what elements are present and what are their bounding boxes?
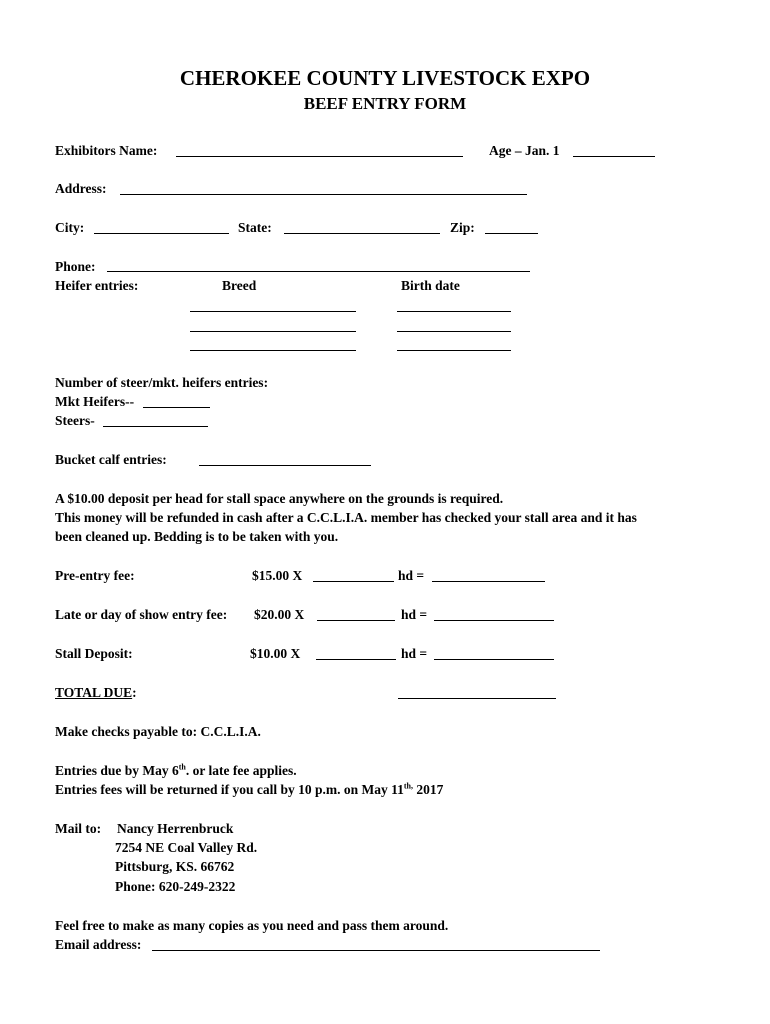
state-label: State:	[238, 220, 272, 235]
deposit-text-line2: This money will be refunded in cash after a C.C.L.I.A. member has checked your stall area and it has	[55, 510, 637, 525]
late-entry-fee-amount: $20.00 X	[254, 607, 305, 622]
stall-deposit-hd-label: hd =	[401, 646, 428, 661]
entries-due-text	[55, 763, 297, 779]
city-field[interactable]	[94, 233, 229, 234]
city-label: City:	[55, 220, 85, 235]
checks-payable-text: Make checks payable to: C.C.L.I.A.	[55, 724, 261, 739]
mkt-heifers-field[interactable]	[143, 407, 210, 408]
mail-name: Nancy Herrenbruck	[117, 821, 234, 836]
mail-street: 7254 NE Coal Valley Rd.	[115, 840, 258, 855]
total-due-text: TOTAL DUE	[55, 685, 133, 700]
refund-deadline-text	[55, 782, 443, 798]
stall-deposit-total-field[interactable]	[434, 659, 554, 660]
email-address-field[interactable]	[152, 950, 600, 951]
address-field[interactable]	[120, 194, 527, 195]
late-entry-hd-label: hd =	[401, 607, 428, 622]
mkt-heifers-label: Mkt Heifers--	[55, 394, 135, 409]
state-field[interactable]	[284, 233, 440, 234]
mail-to-label: Mail to:	[55, 821, 102, 836]
phone-label: Phone:	[55, 259, 96, 274]
refund-deadline-year: 2017	[413, 782, 444, 797]
heifer-entries-label: Heifer entries:	[55, 278, 139, 293]
steer-entries-label: Number of steer/mkt. heifers entries:	[55, 375, 269, 390]
form-subtitle: BEEF ENTRY FORM	[303, 94, 467, 113]
copies-note: Feel free to make as many copies as you need and pass them around.	[55, 918, 449, 933]
zip-field[interactable]	[485, 233, 538, 234]
breed-header: Breed	[222, 278, 257, 293]
pre-entry-fee-amount: $15.00 X	[252, 568, 303, 583]
entries-due-sup: th	[178, 762, 186, 772]
entries-due-text-end: . or late fee applies.	[185, 763, 297, 778]
total-due-label	[55, 685, 137, 701]
heifer-birthdate-field-3[interactable]	[397, 350, 511, 351]
phone-field[interactable]	[107, 271, 530, 272]
heifer-breed-field-1[interactable]	[190, 311, 356, 312]
heifer-breed-field-2[interactable]	[190, 331, 356, 332]
zip-label: Zip:	[450, 220, 475, 235]
pre-entry-head-count-field[interactable]	[313, 581, 394, 582]
heifer-birthdate-field-2[interactable]	[397, 331, 511, 332]
total-due-colon: :	[132, 685, 137, 700]
late-entry-total-field[interactable]	[434, 620, 554, 621]
refund-deadline-text-main: Entries fees will be returned if you call by 10 p.m. on May 11	[55, 782, 404, 797]
stall-deposit-head-count-field[interactable]	[316, 659, 396, 660]
steers-field[interactable]	[103, 426, 208, 427]
exhibitor-name-field[interactable]	[176, 156, 463, 157]
pre-entry-total-field[interactable]	[432, 581, 545, 582]
refund-deadline-sup: th,	[403, 781, 413, 791]
exhibitor-name-label: Exhibitors Name:	[55, 143, 158, 158]
heifer-birthdate-field-1[interactable]	[397, 311, 511, 312]
deposit-text-line3: been cleaned up. Bedding is to be taken with you.	[55, 529, 339, 544]
stall-deposit-amount: $10.00 X	[250, 646, 301, 661]
mail-city: Pittsburg, KS. 66762	[115, 859, 235, 874]
pre-entry-fee-label: Pre-entry fee:	[55, 568, 135, 583]
entries-due-text-main: Entries due by May 6	[55, 763, 179, 778]
email-address-label: Email address:	[55, 937, 142, 952]
address-label: Address:	[55, 181, 107, 196]
bucket-calf-field[interactable]	[199, 465, 371, 466]
stall-deposit-label: Stall Deposit:	[55, 646, 133, 661]
birth-date-header: Birth date	[401, 278, 460, 293]
heifer-breed-field-3[interactable]	[190, 350, 356, 351]
age-field[interactable]	[573, 156, 655, 157]
age-label: Age – Jan. 1	[489, 143, 560, 158]
bucket-calf-label: Bucket calf entries:	[55, 452, 167, 467]
form-title: CHEROKEE COUNTY LIVESTOCK EXPO	[179, 66, 591, 90]
steers-label: Steers-	[55, 413, 95, 428]
late-entry-head-count-field[interactable]	[317, 620, 395, 621]
deposit-text-line1: A $10.00 deposit per head for stall space anywhere on the grounds is required.	[55, 491, 504, 506]
pre-entry-hd-label: hd =	[398, 568, 425, 583]
total-due-field[interactable]	[398, 698, 556, 699]
late-entry-fee-label: Late or day of show entry fee:	[55, 607, 228, 622]
mail-phone: Phone: 620-249-2322	[115, 879, 236, 894]
